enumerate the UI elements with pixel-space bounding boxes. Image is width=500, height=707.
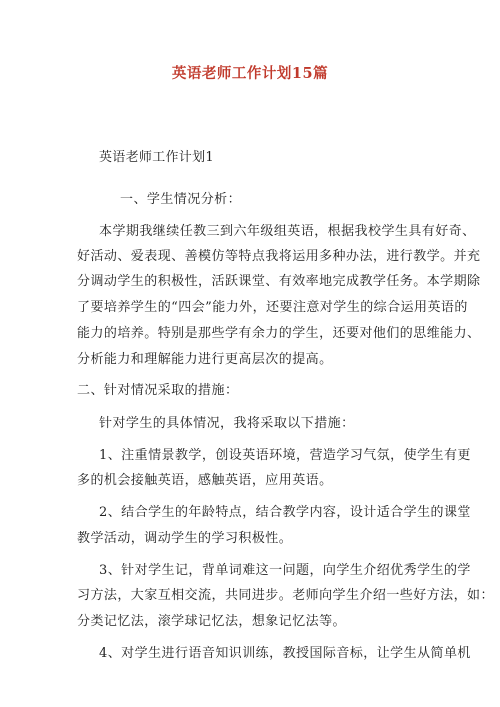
body-line: 多的机会接触英语，感触英语，应用英语。 xyxy=(77,473,333,488)
body-line: 分调动学生的积极性，活跃课堂、有效率地完成教学任务。本学期除 xyxy=(77,274,481,289)
body-line: 二、针对情况采取的措施： xyxy=(77,383,239,398)
section-heading: 英语老师工作计划1 xyxy=(99,150,214,165)
body-line: 3、针对学生记，背单词难这一问题，向学生介绍优秀学生的学 xyxy=(99,563,471,578)
body-line: 教学活动，调动学生的学习积极性。 xyxy=(77,531,293,546)
body-line: 针对学生的具体情况，我将采取以下措施： xyxy=(99,416,355,431)
body-line: 好活动、爱表现、善模仿等特点我将运用多种办法，进行教学。并充 xyxy=(77,249,481,264)
body-line: 本学期我继续任教三到六年级组英语，根据我校学生具有好奇、 xyxy=(99,224,476,239)
body-line: 能力的培养。特别是那些学有余力的学生，还要对他们的思维能力、 xyxy=(77,326,481,341)
body-line: 4、对学生进行语音知识训练，教授国际音标，让学生从简单机 xyxy=(99,646,471,661)
body-line: 分析能力和理解能力进行更高层次的提高。 xyxy=(77,352,333,367)
body-line: 一、学生情况分析： xyxy=(120,192,242,207)
document-title: 英语老师工作计划15篇 xyxy=(171,65,329,82)
body-line: 1、注重情景教学，创设英语环境，营造学习气氛，使学生有更 xyxy=(99,448,471,463)
body-line: 习方法，大家互相交流，共同进步。老师向学生介绍一些好方法，如： xyxy=(77,588,494,603)
body-line: 分类记忆法，滚学球记忆法，想象记忆法等。 xyxy=(77,614,347,629)
body-line: 了要培养学生的“四会”能力外，还要注意对学生的综合运用英语的 xyxy=(77,300,468,315)
body-line: 2、结合学生的年龄特点，结合教学内容，设计适合学生的课堂 xyxy=(99,505,471,520)
